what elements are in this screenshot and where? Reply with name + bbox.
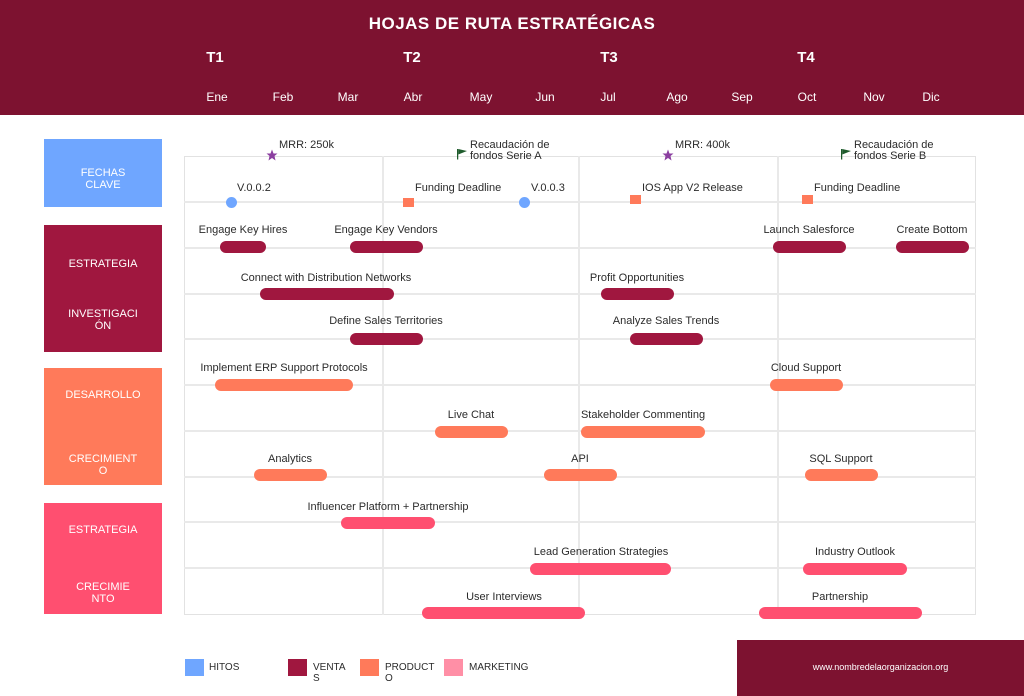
month-label: Abr bbox=[403, 90, 423, 104]
task-label: Stakeholder Commenting bbox=[580, 409, 706, 421]
section-label: CRECIMIE NTO bbox=[76, 581, 130, 605]
milestone-funding-2: Funding Deadline bbox=[814, 182, 901, 194]
milestone-v002: V.0.0.2 bbox=[237, 182, 271, 194]
task-bar[interactable] bbox=[350, 241, 423, 253]
section-fechas-clave bbox=[44, 139, 162, 207]
month-label: Jul bbox=[600, 90, 616, 104]
circle-icon bbox=[226, 197, 237, 208]
month-label: Ago bbox=[666, 90, 688, 104]
flag-icon bbox=[840, 148, 852, 160]
month-label: Feb bbox=[272, 90, 294, 104]
task-bar[interactable] bbox=[215, 379, 353, 391]
section-label: DESARROLLO bbox=[65, 389, 141, 401]
footer-band bbox=[737, 640, 1024, 696]
milestone-v003: V.0.0.3 bbox=[531, 182, 565, 194]
task-label: Industry Outlook bbox=[814, 546, 896, 558]
month-label: Sep bbox=[731, 90, 753, 104]
task-label: Connect with Distribution Networks bbox=[240, 272, 412, 284]
task-label: Lead Generation Strategies bbox=[533, 546, 669, 558]
task-bar[interactable] bbox=[773, 241, 846, 253]
legend-swatch-ventas bbox=[288, 659, 307, 676]
task-label: Create Bottom bbox=[896, 224, 968, 236]
task-bar[interactable] bbox=[770, 379, 843, 391]
flag-icon bbox=[456, 148, 468, 160]
task-label: Engage Key Hires bbox=[198, 224, 288, 236]
legend-swatch-marketing bbox=[444, 659, 463, 676]
legend-label-hitos: HITOS bbox=[209, 662, 240, 673]
section-marketing bbox=[44, 503, 162, 614]
milestone-raise-b: Recaudación de fondos Serie B bbox=[854, 139, 934, 162]
task-label: Cloud Support bbox=[770, 362, 842, 374]
task-bar[interactable] bbox=[759, 607, 922, 619]
star-icon bbox=[266, 149, 278, 161]
quarter-label-t2: T2 bbox=[403, 49, 421, 66]
legend-label-ventas: VENTA S bbox=[313, 662, 346, 684]
task-bar[interactable] bbox=[630, 333, 703, 345]
task-label: Engage Key Vendors bbox=[334, 224, 438, 236]
task-label: Analyze Sales Trends bbox=[612, 315, 720, 327]
milestone-raise-a: Recaudación de fondos Serie A bbox=[470, 139, 550, 162]
task-label: Implement ERP Support Protocols bbox=[200, 362, 368, 374]
square-icon bbox=[403, 198, 414, 207]
section-label: CRECIMIENT O bbox=[68, 453, 138, 477]
task-label: Analytics bbox=[267, 453, 313, 465]
task-bar[interactable] bbox=[341, 517, 435, 529]
quarter-label-t3: T3 bbox=[600, 49, 618, 66]
header-band bbox=[0, 0, 1024, 115]
legend-swatch-hitos bbox=[185, 659, 204, 676]
task-label: Influencer Platform + Partnership bbox=[307, 501, 469, 513]
section-label: ESTRATEGIA bbox=[68, 258, 138, 270]
section-label: ESTRATEGIA bbox=[68, 524, 138, 536]
task-bar[interactable] bbox=[422, 607, 585, 619]
section-producto bbox=[44, 368, 162, 485]
task-bar[interactable] bbox=[254, 469, 327, 481]
month-label: Oct bbox=[797, 90, 817, 104]
task-bar[interactable] bbox=[220, 241, 266, 253]
task-bar[interactable] bbox=[350, 333, 423, 345]
star-icon bbox=[662, 149, 674, 161]
task-bar[interactable] bbox=[601, 288, 674, 300]
task-bar[interactable] bbox=[435, 426, 508, 438]
task-label: Profit Opportunities bbox=[589, 272, 685, 284]
task-bar[interactable] bbox=[803, 563, 907, 575]
quarter-label-t1: T1 bbox=[206, 49, 224, 66]
month-label: Nov bbox=[863, 90, 885, 104]
task-bar[interactable] bbox=[530, 563, 671, 575]
grid-line bbox=[184, 338, 976, 340]
month-label: Dic bbox=[922, 90, 940, 104]
milestone-ios-release: IOS App V2 Release bbox=[642, 182, 743, 194]
task-bar[interactable] bbox=[260, 288, 394, 300]
circle-icon bbox=[519, 197, 530, 208]
page-title: HOJAS DE RUTA ESTRATÉGICAS bbox=[368, 14, 656, 33]
organization-url[interactable]: www.nombredelaorganizacion.org bbox=[812, 662, 949, 672]
task-label: Partnership bbox=[811, 591, 869, 603]
milestone-mrr-250k: MRR: 250k bbox=[279, 139, 335, 151]
month-label: Ene bbox=[206, 90, 228, 104]
section-label: FECHAS CLAVE bbox=[80, 167, 126, 191]
task-label: Live Chat bbox=[447, 409, 495, 421]
grid-line bbox=[184, 521, 976, 523]
legend-label-producto: PRODUCT O bbox=[385, 662, 435, 684]
task-label: User Interviews bbox=[466, 591, 542, 603]
milestone-funding-1: Funding Deadline bbox=[415, 182, 502, 194]
legend-swatch-producto bbox=[360, 659, 379, 676]
task-label: Define Sales Territories bbox=[329, 315, 443, 327]
month-label: Mar bbox=[337, 90, 359, 104]
grid-line bbox=[184, 430, 976, 432]
task-bar[interactable] bbox=[805, 469, 878, 481]
grid-line bbox=[184, 247, 976, 249]
task-label: API bbox=[571, 453, 589, 465]
task-label: Launch Salesforce bbox=[763, 224, 855, 236]
milestone-mrr-400k: MRR: 400k bbox=[675, 139, 731, 151]
month-label: May bbox=[469, 90, 493, 104]
task-bar[interactable] bbox=[896, 241, 969, 253]
legend-label-marketing: MARKETING bbox=[469, 662, 529, 673]
square-icon bbox=[802, 195, 813, 204]
grid-line bbox=[184, 201, 976, 203]
task-label: SQL Support bbox=[809, 453, 873, 465]
quarter-label-t4: T4 bbox=[797, 49, 815, 66]
task-bar[interactable] bbox=[544, 469, 617, 481]
section-label: INVESTIGACI ÓN bbox=[68, 308, 138, 332]
task-bar[interactable] bbox=[581, 426, 705, 438]
month-label: Jun bbox=[535, 90, 555, 104]
square-icon bbox=[630, 195, 641, 204]
section-ventas bbox=[44, 225, 162, 352]
